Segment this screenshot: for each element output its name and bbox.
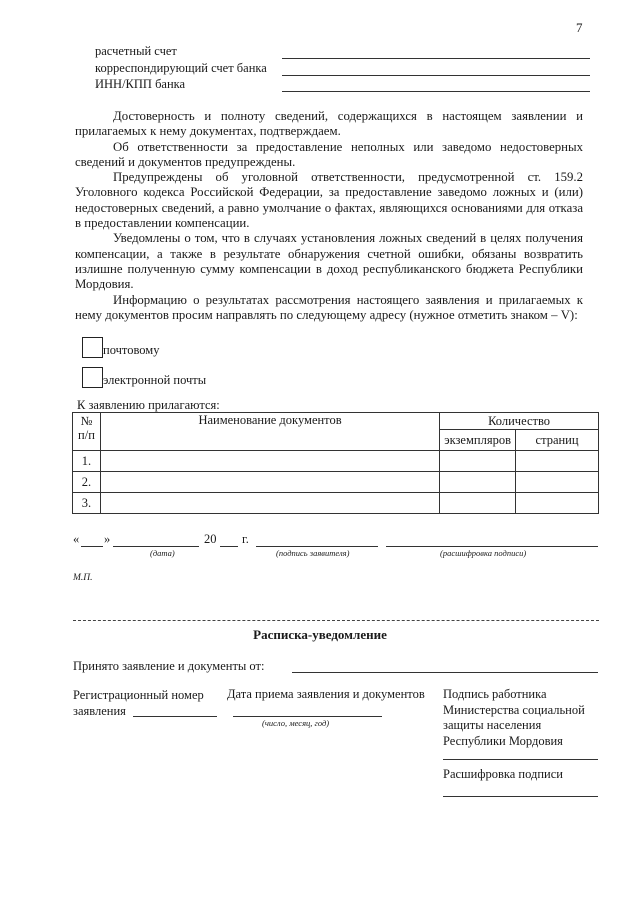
attachments-table: [72, 412, 599, 514]
receipt-date-label: Дата приема заявления и документов: [227, 687, 425, 701]
date-month-line[interactable]: [113, 546, 199, 547]
table-row: [73, 493, 599, 514]
receipt-date-hint: (число, месяц, год): [262, 718, 330, 728]
date-year-prefix: 20: [204, 532, 217, 546]
col-number-header: № п/п: [73, 413, 101, 451]
bank-field-inn-line: [282, 91, 590, 92]
paragraph-address: Информацию о результатах рассмотрения настоящего заявления и прилагаемых к нему документов просим направлять по следующему адресу (нужное отметить знаком – V):: [75, 292, 583, 322]
date-year-suffix: г.: [242, 532, 249, 546]
row-copies-cell[interactable]: [440, 451, 516, 472]
reg-number-line1: Регистрационный номер: [73, 688, 204, 702]
applicant-signature-line[interactable]: [256, 546, 378, 547]
row-number: 2.: [73, 472, 101, 493]
date-day-line[interactable]: [81, 546, 103, 547]
row-document-cell[interactable]: [100, 451, 439, 472]
label-applicant-signature: (подпись заявителя): [276, 548, 350, 558]
date-close-quote: »: [104, 532, 111, 546]
checkbox-postal[interactable]: [82, 337, 103, 358]
worker-line3: защиты населения: [443, 718, 542, 732]
table-row: [73, 472, 599, 493]
worker-signature-label: [443, 687, 585, 749]
signature-decode-line[interactable]: [386, 546, 598, 547]
page-number: 7: [576, 20, 583, 35]
row-pages-cell[interactable]: [516, 493, 599, 514]
col-name-header: Наименование документов: [100, 413, 439, 451]
date-year-line[interactable]: [220, 546, 238, 547]
row-pages-cell[interactable]: [516, 472, 599, 493]
col-pages-header: страниц: [516, 430, 599, 451]
label-postal: почтовому: [103, 343, 160, 357]
paragraph-reliability: Достоверность и полноту сведений, содержащихся в настоящем заявлении и прилагаемых к нему документах, подтверждаем.: [75, 109, 583, 139]
reg-number-input-line[interactable]: [133, 716, 217, 717]
row-pages-cell[interactable]: [516, 451, 599, 472]
reg-number-label: [73, 687, 204, 719]
label-date: (дата): [150, 548, 175, 558]
row-number: 1.: [73, 451, 101, 472]
stamp-place: М.П.: [73, 573, 93, 583]
bank-field-corr-line: [282, 75, 590, 76]
col-quantity-header: Количество: [440, 413, 599, 430]
row-copies-cell[interactable]: [440, 472, 516, 493]
date-open-quote: «: [73, 532, 80, 546]
attachments-caption: К заявлению прилагаются:: [77, 398, 220, 412]
worker-line4: Республики Мордовия: [443, 733, 563, 748]
reg-number-line2: заявления: [73, 704, 126, 718]
bank-field-inn: ИНН/КПП банка: [95, 77, 186, 91]
row-document-cell[interactable]: [100, 493, 439, 514]
row-document-cell[interactable]: [100, 472, 439, 493]
bank-field-account: расчетный счет: [95, 44, 177, 58]
label-email: электронной почты: [103, 373, 207, 387]
paragraph-refund: Уведомлены о том, что в случаях установления ложных сведений в целях получения компенсации, а также в результате обнаружения счетной ошибки, обязаны возвратить излишне полученную сумму компенсации в доход республиканского бюджета Республики Мордовия.: [75, 231, 583, 292]
worker-line2: Министерства социальной: [443, 702, 585, 717]
worker-decode-line[interactable]: [443, 796, 598, 797]
cut-line: [73, 620, 599, 621]
label-signature-decode: (расшифровка подписи): [440, 548, 527, 558]
worker-line1: Подпись работника: [443, 687, 547, 701]
table-row: [73, 451, 599, 472]
paragraph-responsibility: Об ответственности за предоставление неполных или заведомо недостоверных сведений и документов предупреждены.: [75, 139, 583, 169]
receipt-date-line[interactable]: [233, 716, 382, 717]
row-number: 3.: [73, 493, 101, 514]
paragraph-criminal: Предупреждены об уголовной ответственности, предусмотренной ст. 159.2 Уголовного кодекса Российской Федерации, за предоставление заведомо ложных и (или) недостоверных сведений, а равно умолчание о фактах, являющихся основаниями для отказа в предоставлении компенсации.: [75, 170, 583, 231]
receipt-title: Расписка-уведомление: [253, 627, 387, 642]
bank-field-account-line: [282, 58, 590, 59]
declaration-paragraphs: [75, 109, 583, 323]
col-copies-header: экземпляров: [440, 430, 516, 451]
receipt-accepted-label: Принято заявление и документы от:: [73, 659, 265, 673]
receipt-accepted-line[interactable]: [292, 672, 598, 673]
checkbox-email[interactable]: [82, 367, 103, 388]
worker-signature-line[interactable]: [443, 759, 598, 760]
bank-field-corr: корреспондирующий счет банка: [95, 61, 267, 75]
worker-decode-label: Расшифровка подписи: [443, 767, 563, 781]
row-copies-cell[interactable]: [440, 493, 516, 514]
